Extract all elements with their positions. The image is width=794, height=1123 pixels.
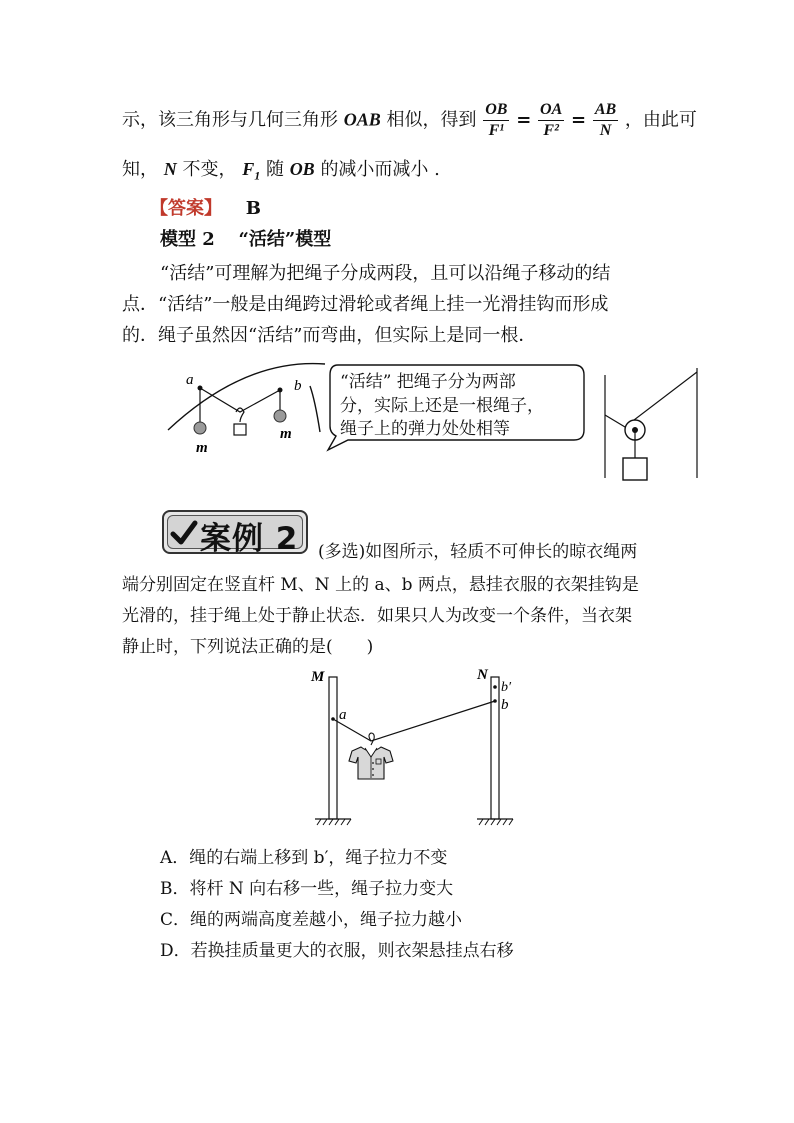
- model-name: “活结”模型: [238, 229, 332, 250]
- option-c[interactable]: C．绳的两端高度差越小，绳子拉力越小: [160, 910, 463, 930]
- para1-line1-mid: 相似，得到: [386, 109, 477, 131]
- case-badge: [162, 510, 308, 557]
- clothes-rope: [333, 701, 495, 741]
- figure-clothesline: [305, 665, 530, 837]
- answer-tag: 【答案】: [150, 198, 222, 219]
- fraction-ob-f1: $\frac{OB}{\text{F¹}}$: [485, 101, 508, 139]
- bubble-line-1: “活结” 把绳子分为两部: [340, 372, 516, 392]
- hanging-box: [234, 424, 246, 435]
- checkmark-icon: [170, 519, 198, 547]
- model-body-line-1: “活结”可理解为把绳子分成两段，且可以沿绳子移动的结: [160, 263, 611, 284]
- label-a: a: [339, 707, 347, 723]
- para1-line1: [122, 100, 697, 141]
- var-n: N: [163, 159, 177, 179]
- fraction-ab-n: $\frac{AB}{N}$: [594, 101, 617, 139]
- option-b[interactable]: B．将杆 N 向右移一些，绳子拉力变大: [160, 879, 454, 899]
- para1-line2-mid2: 随: [265, 159, 284, 180]
- para1-line1-pre: 示，该三角形与几何三角形: [122, 109, 338, 131]
- case-stem-line-3: 光滑的，挂于绳上处于静止状态．如果只人为改变一个条件，当衣架: [122, 606, 632, 626]
- para1-line2: [122, 157, 440, 188]
- model-body-line-3: 的．绳子虽然因“活结”而弯曲，但实际上是同一根．: [122, 325, 537, 346]
- equals-sign: =: [516, 109, 532, 131]
- label-b: b: [501, 697, 509, 713]
- label-N: N: [477, 667, 488, 683]
- mass-ball-left: [194, 422, 206, 434]
- mass-ball-right: [274, 410, 286, 422]
- equals-sign: =: [570, 109, 587, 131]
- label-m1: m: [196, 440, 208, 456]
- bubble-line-2: 分，实际上还是一根绳子，: [340, 396, 544, 416]
- model-body-line-2: 点．“活结”一般是由绳跨过滑轮或者绳上挂一光滑挂钩而形成: [122, 294, 609, 315]
- para1-line2-mid1: 不变，: [182, 159, 237, 180]
- pole-m: [329, 677, 337, 819]
- pole-n: [491, 677, 499, 819]
- shirt-icon: [349, 747, 393, 779]
- option-d[interactable]: D．若换挂质量更大的衣服，则衣架悬挂点右移: [160, 941, 514, 961]
- label-b: b: [294, 378, 302, 394]
- case-stem-line-4: 静止时，下列说法正确的是( ): [122, 637, 374, 657]
- case-stem-line-2: 端分别固定在竖直杆 M、N 上的 a、b 两点，悬挂衣服的衣架挂钩是: [122, 575, 639, 595]
- answer-value: B: [245, 198, 261, 219]
- label-m2: m: [280, 426, 292, 442]
- model-title: [160, 228, 331, 252]
- para1-line1-post: ，由此可: [624, 109, 697, 131]
- var-f1: $F_1$: [242, 159, 261, 183]
- label-b-prime: b′: [501, 680, 512, 695]
- para1-line2-post: 的减小而减小 .: [320, 159, 440, 180]
- bubble-line-3: 绳子上的弹力处处相等: [340, 419, 510, 439]
- triangle-oab: OAB: [343, 109, 381, 130]
- label-a: a: [186, 372, 194, 388]
- model-number: 模型 2: [160, 229, 215, 250]
- var-ob: OB: [289, 159, 315, 179]
- point-b-prime: [493, 685, 497, 689]
- fraction-oa-f2: $\frac{OA}{\text{F²}}$: [540, 101, 563, 139]
- label-M: M: [311, 669, 325, 685]
- answer-line: [150, 197, 261, 221]
- option-a[interactable]: A．绳的右端上移到 b′，绳子拉力不变: [160, 848, 448, 868]
- case-stem-line-1: (多选)如图所示，轻质不可伸长的晾衣绳两: [318, 542, 638, 562]
- para1-line2-pre: 知，: [122, 159, 158, 180]
- case-badge-label: 案例 2: [200, 521, 299, 557]
- pulley-box: [623, 458, 647, 480]
